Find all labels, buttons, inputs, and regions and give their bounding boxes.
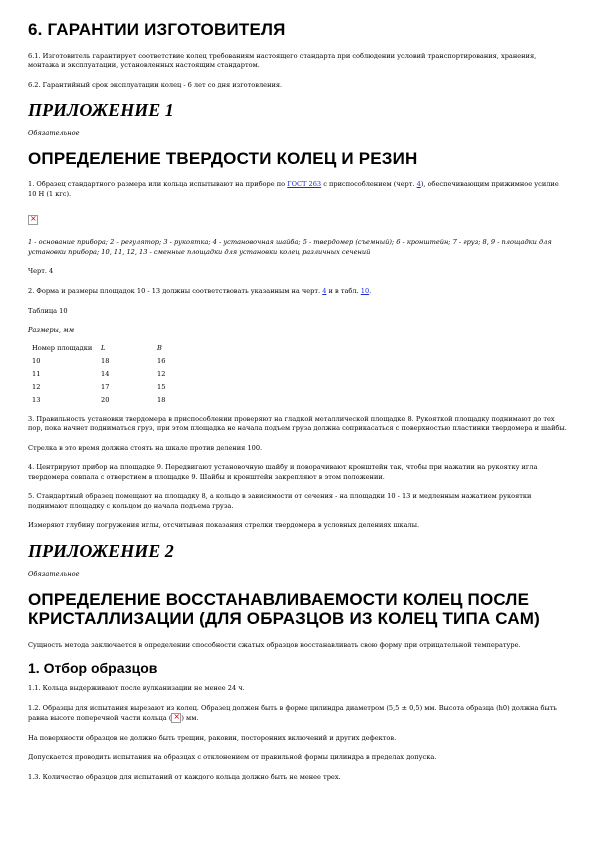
figure-4-image [28, 209, 567, 228]
paragraph-a2-1-2 [28, 704, 567, 724]
table-cell: 10 [32, 357, 41, 366]
paragraph-a1-1-text-c: ), обеспечивающим прижимное усилие 10 Н (1 кгс). [28, 180, 559, 198]
paragraph-a1-1 [28, 180, 567, 199]
table-cell: 17 [101, 383, 110, 392]
paragraph-a1-1-text-a: 1. Образец стандартного размера или кольца испытывают на приборе по [28, 180, 288, 189]
paragraph-6-2: 6.2. Гарантийный срок эксплуатации колец - 6 лет со дня изготовления. [28, 80, 283, 89]
paragraph-a1-1-text-b: с приспособлением (черт. [321, 180, 417, 189]
table-cell: 11 [32, 370, 41, 379]
table-cell: 14 [101, 370, 110, 379]
broken-image-icon [28, 215, 38, 225]
link-fig-4-b[interactable]: 4 [322, 287, 327, 296]
table-10 [32, 342, 197, 407]
table-cell: 20 [101, 396, 110, 405]
paragraph-a1-2 [28, 287, 567, 297]
paragraph-a2-1-3: 1.3. Количество образцов для испытаний от каждого кольца должно быть не менее трех. [28, 772, 341, 781]
table-cell: 12 [32, 383, 41, 392]
table-row [32, 381, 197, 394]
appendix-2-title-line2: КРИСТАЛЛИЗАЦИИ (ДЛЯ ОБРАЗЦОВ ИЗ КОЛЕЦ ТИПА САМ) [28, 609, 541, 629]
table-row [32, 394, 197, 407]
appendix-2-intro: Сущность метода заключается в определении способности сжатых образцов восстанавливать свою форму при отрицательной температуре. [28, 640, 521, 649]
paragraph-a1-2-text-c: . [369, 287, 372, 296]
table-header-row [32, 342, 197, 355]
link-fig-4[interactable]: 4 [416, 180, 421, 189]
appendix-1-title: ОПРЕДЕЛЕНИЕ ТВЕРДОСТИ КОЛЕЦ И РЕЗИН [28, 148, 418, 168]
paragraph-a2-1-2c: На поверхности образцов не должно быть трещин, раковин, посторонних включений и других дефектов. [28, 733, 397, 742]
link-gost-263[interactable]: ГОСТ 263 [287, 180, 322, 189]
subsection-1-title: 1. Отбор образцов [28, 660, 158, 677]
paragraph-a1-2-text-b: и в табл. [326, 287, 361, 296]
paragraph-a1-3b: Стрелка в это время должна стоять на шкале против деления 100. [28, 443, 263, 452]
table-header-cell: L [101, 344, 106, 353]
appendix-2-status: Обязательное [28, 570, 80, 579]
paragraph-a1-4: 4. Центрируют прибор на площадке 9. Передвигают установочную шайбу и поворачивают кронштейн так, чтобы при нажатии на рукоятку игла твердомера совпала с отверстием в площадке 9. Шайбы и кронштейн закрепляют в этом положении. [28, 463, 538, 481]
table-header-cell: B [157, 344, 162, 353]
paragraph-a1-5: 5. Стандартный образец помещают на площадку 8, а кольцо в зависимости от сечения - на площадки 10 - 13 и медленным нажатием рукоятки поднимают площадку с кольцом до начала подъема груза. [28, 492, 532, 510]
paragraph-a2-1-2-text-b: ) мм. [181, 714, 199, 723]
table-row [32, 355, 197, 368]
table-header-cell: Номер площадки [32, 344, 93, 353]
figure-4-legend: 1 - основание прибора; 2 - регулятор; 3 - рукоятка; 4 - установочная шайба; 5 - твердомер (съемный); 6 - кронштейн; 7 - груз; 8, 9 - площадки для установки прибора; 10, 11, 12, 13 - сменные площадки для установки колец различных сечений [28, 238, 552, 256]
table-row [32, 368, 197, 381]
table-cell: 18 [101, 357, 110, 366]
appendix-2-title [28, 590, 567, 629]
broken-image-icon [171, 713, 181, 723]
figure-4-caption: Черт. 4 [28, 267, 54, 276]
appendix-2-heading: ПРИЛОЖЕНИЕ 2 [28, 541, 174, 562]
appendix-1-status: Обязательное [28, 129, 80, 138]
table-cell: 18 [157, 396, 166, 405]
table-cell: 15 [157, 383, 166, 392]
section-6-title: 6. ГАРАНТИИ ИЗГОТОВИТЕЛЯ [28, 20, 286, 39]
appendix-2-title-line1: ОПРЕДЕЛЕНИЕ ВОССТАНАВЛИВАЕМОСТИ КОЛЕЦ ПОСЛЕ [28, 589, 530, 609]
paragraph-a2-1-2-text-a: 1.2. Образцы для испытания вырезают из колец. Образец должен быть в форме цилиндра диаметром (5,5 ± 0,5) мм. Высота образца (h0) должна быть равна высоте поперечной части кольца ( [28, 703, 557, 723]
table-cell: 13 [32, 396, 41, 405]
link-table-10[interactable]: 10 [360, 287, 370, 296]
table-10-caption: Таблица 10 [28, 306, 68, 315]
paragraph-a1-5b: Измеряют глубину погружения иглы, отсчитывая показания стрелки твердомера в условных делениях шкалы. [28, 521, 420, 530]
paragraph-a2-1-1: 1.1. Кольца выдерживают после вулканизации не менее 24 ч. [28, 684, 245, 693]
table-cell: 16 [157, 357, 166, 366]
table-cell: 12 [157, 370, 166, 379]
appendix-1-heading: ПРИЛОЖЕНИЕ 1 [28, 100, 174, 121]
paragraph-a1-2-text-a: 2. Форма и размеры площадок 10 - 13 должны соответствовать указанным на черт. [28, 287, 323, 296]
table-10-units: Размеры, мм [28, 326, 75, 335]
paragraph-a1-3: 3. Правильность установки твердомера в приспособлении проверяют на гладкой металлической площадке 8. Рукояткой площадку поднимают до тех пор, пока начнет подниматься груз, при этом площадка не начала подъем груза должна соприкасаться с поверхностью пластинки твердомера и шайбы. [28, 414, 567, 433]
paragraph-a2-1-2d: Допускается проводить испытания на образцах с отклонением от правильной формы цилиндра в пределах допуска. [28, 753, 437, 762]
paragraph-6-1: 6.1. Изготовитель гарантирует соответствие колец требованиям настоящего стандарта при соблюдении условий транспортирования, хранения, монтажа и эксплуатации, установленных настоящим стандартом. [28, 51, 537, 70]
